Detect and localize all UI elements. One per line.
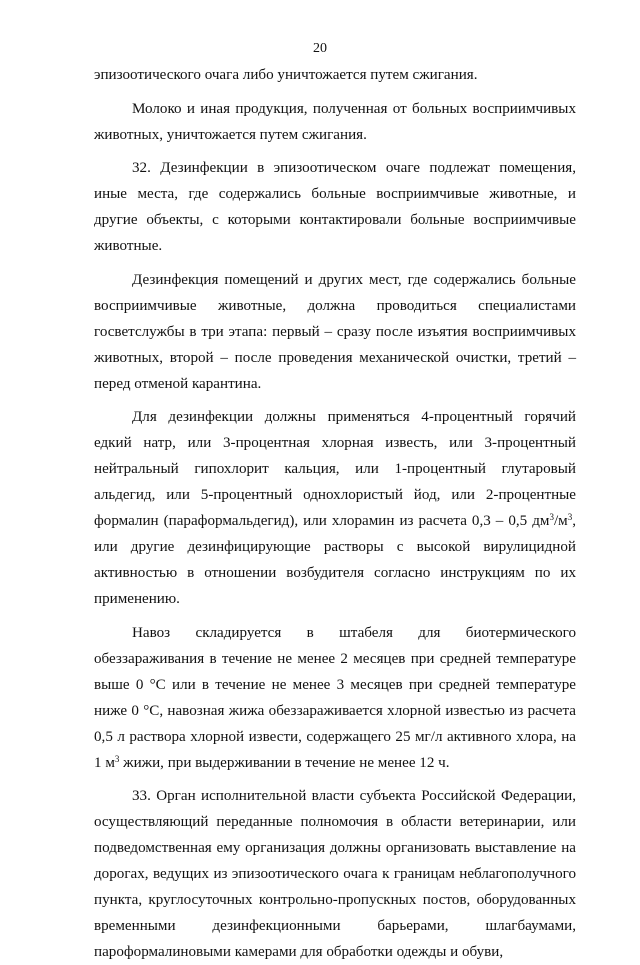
disinfectants-text-start: Для дезинфекции должны применяться 4-процентный горячий едкий натр, или 3-процентная хлорная известь, или 3-процентный нейтральный гипохлорит кальция, или 1-процентный глутаровый альдегид, или 5-процентный однохлористый йод, или 2-процентные формалин (параформальдегид), или хлорамин из расчета 0,3 – 0,5 дм — [94, 409, 576, 529]
page-number: 20 — [313, 41, 327, 56]
manure-text-end: жижи, при выдерживании в течение не менее 12 ч. — [119, 754, 450, 771]
disinfectants-text-end: , или другие дезинфицирующие растворы с высокой вирулицидной активностью в отношении возбудителя согласно инструкциям по их применению. — [94, 513, 576, 607]
paragraph-continuation: эпизоотического очага либо уничтожается путем сжигания. — [94, 67, 478, 83]
superscript-cube-2: 3 — [567, 512, 573, 522]
paragraph-disinfectants — [94, 404, 576, 612]
paragraph-32: 32. Дезинфекции в эпизоотическом очаге подлежат помещения, иные места, где содержались больные восприимчивые животные, и другие объекты, с которыми контактировали больные восприимчивые животные. — [94, 160, 576, 254]
disinfectants-text-unit: /м — [553, 513, 568, 529]
paragraph-33: 33. Орган исполнительной власти субъекта Российской Федерации, осуществляющий переданные полномочия в области ветеринарии, или подведомственная ему организация должны организовать выставление на дорогах, ведущих из эпизоотического очага к границам неблагополучного пункта, круглосуточных контрольно-пропускных постов, оборудованных временными дезинфекционными барьерами, шлагбаумами, пароформалиновыми камерами для обработки одежды и обуви, — [94, 788, 576, 960]
paragraph-milk-products: Молоко и иная продукция, полученная от больных восприимчивых животных, уничтожается путем сжигания. — [94, 100, 576, 143]
paragraph-manure — [94, 620, 576, 776]
document-body — [94, 62, 576, 965]
superscript-cube-1: 3 — [549, 512, 554, 522]
manure-text-start: Навоз складируется в штабеля для биотермического обеззараживания в течение не менее 2 месяцев при средней температуре выше 0 °С или в течение не менее 3 месяцев при средней температуре ниже 0 °С, навозная жижа обеззараживается хлорной известью из расчета 0,5 л раствора хлорной извести, содержащего 25 мг/л активного хлора, на 1 м — [94, 624, 576, 771]
superscript-cube: 3 — [114, 753, 120, 764]
paragraph-disinfection-stages: Дезинфекция помещений и других мест, где содержались больные восприимчивые животные, должна проводиться специалистами госветслужбы в три этапа: первый – сразу после изъятия восприимчивых животных, второй – после проведения механической очистки, третий – перед отменой карантина. — [94, 271, 576, 392]
